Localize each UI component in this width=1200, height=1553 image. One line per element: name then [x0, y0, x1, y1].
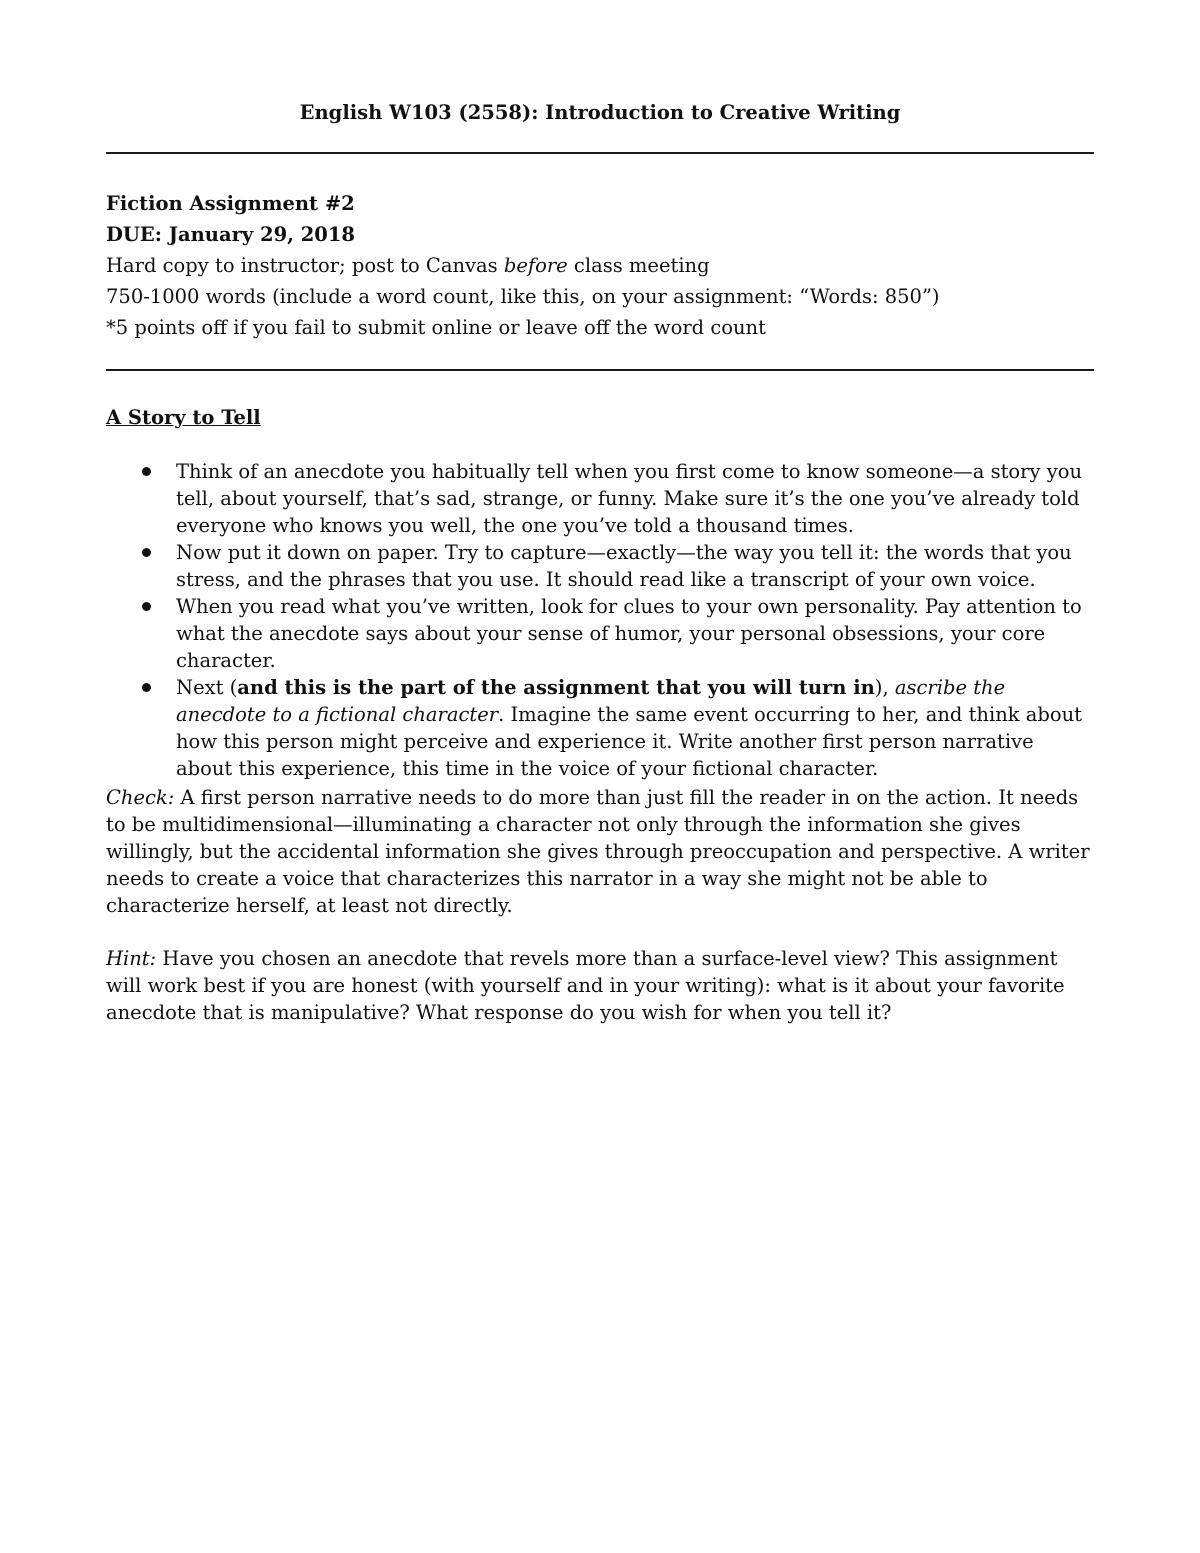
list-item	[106, 539, 1096, 593]
list-item-text-bold: and this is the part of the assignment that you will turn in	[237, 676, 875, 699]
list-item	[106, 674, 1096, 782]
word-requirement: 750-1000 words (include a word count, like this, on your assignment: “Words: 850”)	[106, 285, 940, 308]
submission-text-end: class meeting	[567, 254, 710, 277]
list-item-text: When you read what you’ve written, look for clues to your own personality. Pay attention to what the anecdote says about your sense of humor, your personal obsessions, your core character.	[176, 595, 1082, 672]
assignment-title: Fiction Assignment #2	[106, 192, 355, 215]
list-item-text-italic: ascribe the anecdote to a fictional character	[176, 676, 1006, 726]
list-item-text-rest: . Imagine the same event occurring to her, and think about how this person might perceive and experience it. Write another first person narrative about this experience, this time in the voice of your fictional character.	[176, 703, 1083, 780]
list-item-text: Think of an anecdote you habitually tell when you first come to know someone—a story you tell, about yourself, that’s sad, strange, or funny. Make sure it’s the one you’ve already told everyone who knows you well, the one you’ve told a thousand times.	[176, 460, 1083, 537]
assignment-info	[106, 188, 1094, 343]
bullet-icon	[142, 683, 151, 692]
list-item-text-lead: Next (	[176, 676, 238, 699]
hint-text: Have you chosen an anecdote that revels more than a surface-level view? This assignment will work best if you are honest (with yourself and in your writing): what is it about your favorite anecdote that is manipulative? What response do you wish for when you tell it?	[106, 947, 1065, 1024]
section-heading: A Story to Tell	[106, 406, 261, 429]
submission-emphasis: before	[503, 254, 568, 277]
check-text: A first person narrative needs to do more than just fill the reader in on the action. It needs to be multidimensional—illuminating a character not only through the information she gives willingly, but the accidental information she gives through preoccupation and perspective. A writer needs to create a voice that characterizes this narrator in a way she might not be able to characterize herself, at least not directly.	[106, 786, 1090, 917]
bullet-icon	[142, 467, 151, 476]
bullet-icon	[142, 602, 151, 611]
submission-text-start: Hard copy to instructor; post to Canvas	[106, 254, 504, 277]
hint-label: Hint:	[106, 947, 157, 970]
horizontal-rule-top	[106, 152, 1094, 154]
submission-instructions	[106, 250, 1094, 281]
list-item-text: Now put it down on paper. Try to capture—exactly—the way you tell it: the words that you stress, and the phrases that you use. It should read like a transcript of your own voice.	[176, 541, 1072, 591]
check-label: Check:	[106, 786, 175, 809]
course-title: English W103 (2558): Introduction to Creative Writing	[299, 101, 901, 124]
list-item	[106, 593, 1096, 674]
due-date: DUE: January 29, 2018	[106, 223, 355, 246]
bullet-icon	[142, 548, 151, 557]
hint-paragraph	[106, 945, 1096, 1026]
list-item-text-mid: ),	[874, 676, 895, 699]
list-item	[106, 458, 1096, 539]
instruction-list	[106, 458, 1096, 782]
penalty-note: *5 points off if you fail to submit online or leave off the word count	[106, 316, 766, 339]
horizontal-rule-middle	[106, 369, 1094, 371]
check-paragraph	[106, 784, 1096, 919]
